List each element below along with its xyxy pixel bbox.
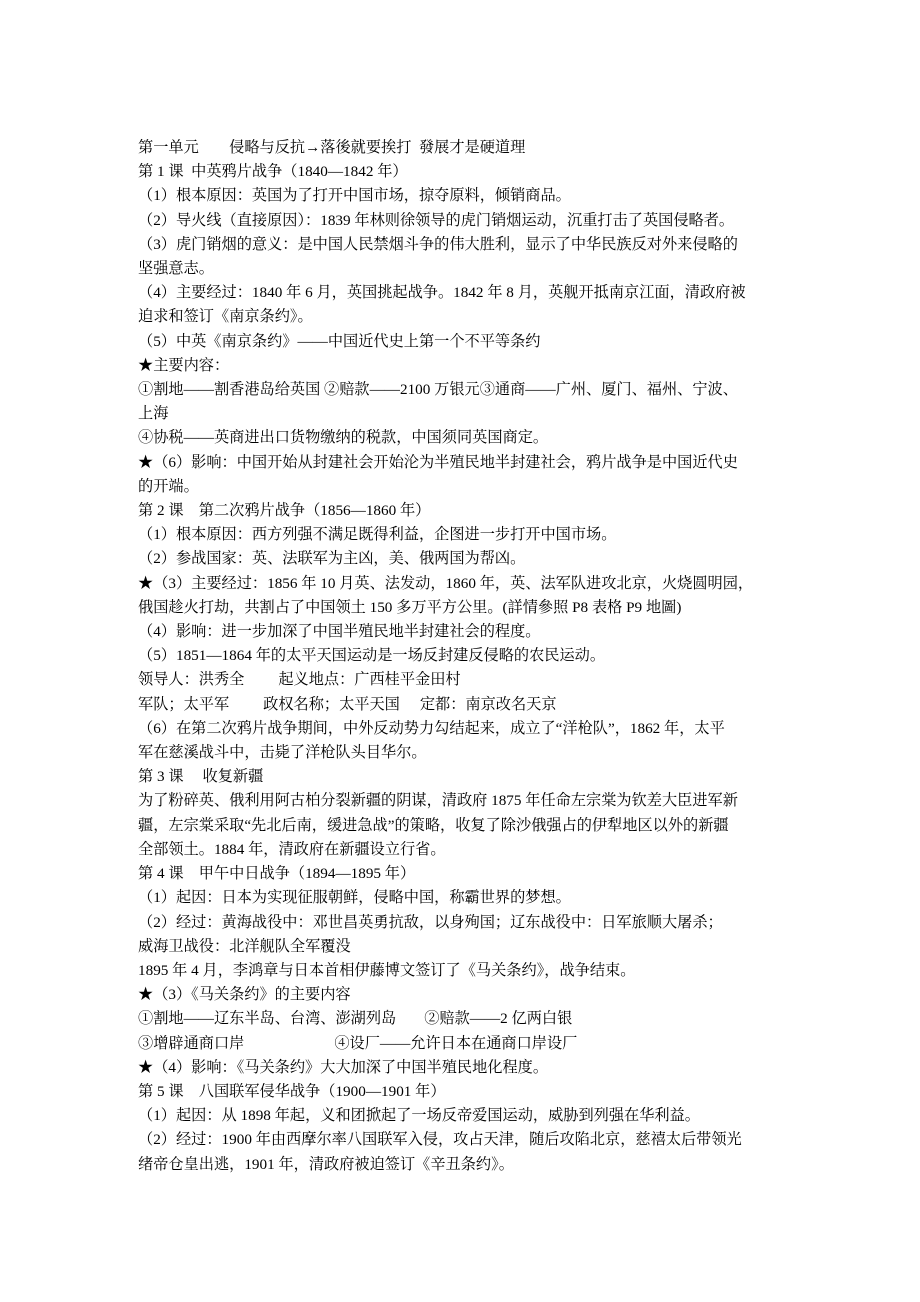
text-line: 俄国趁火打劫，共割占了中国领土 150 多万平方公里。(詳情參照 P8 表格 P9 地圖) [138, 598, 682, 616]
lesson-3-heading: 第 3 课 收复新疆 [138, 768, 264, 786]
lesson-2-heading: 第 2 课 第二次鸦片战争（1856—1860 年） [138, 502, 431, 520]
text-line: （2）经过：黄海战役中：邓世昌英勇抗敌，以身殉国；辽东战役中：日军旅顺大屠杀； [138, 913, 723, 931]
treaty-item-1: ①割地——辽东半岛、台湾、澎湖列岛 [138, 1010, 397, 1028]
text-line: （2）导火线（直接原因）：1839 年林则徐领导的虎门销烟运动，沉重打击了英国侵略者。 [138, 211, 735, 229]
taiping-row-2 [138, 693, 838, 717]
text-line: （2）经过：1900 年由西摩尔率八国联军入侵，攻占天津，随后攻陷北京，慈禧太后带领光 [138, 1131, 742, 1149]
text-line: 上海 [138, 405, 169, 423]
text-line: （1）起因：从 1898 年起，义和团掀起了一场反帝爱国运动，威胁到列强在华利益。 [138, 1107, 700, 1125]
text-line: （4）主要经过：1840 年 6 月，英国挑起战争。1842 年 8 月，英舰开抵南京江面，清政府被 [138, 284, 746, 302]
taiping-leader: 领导人：洪秀全 [138, 671, 245, 689]
text-line: 全部领土。1884 年，清政府在新疆设立行省。 [138, 840, 446, 858]
text-line: 威海卫战役：北洋舰队全军覆没 [138, 937, 351, 955]
treaty-item-2: ②赔款——2 亿两白银 [424, 1010, 573, 1028]
lesson-4-heading: 第 4 课 甲午中日战争（1894—1895 年） [138, 865, 416, 883]
text-line: ①割地——割香港岛给英国 ②赔款——2100 万银元③通商——广州、厦门、福州、宁波、 [138, 381, 738, 399]
text-line: ★（3）主要经过：1856 年 10 月英、法发动，1860 年，英、法军队进攻北京，火烧圆明园， [138, 574, 754, 592]
text-line: （6）在第二次鸦片战争期间，中外反动势力勾结起来，成立了“洋枪队”，1862 年，太平 [138, 719, 725, 737]
text-line: ④协税——英商进出口货物缴纳的税款，中国须同英国商定。 [138, 429, 549, 447]
text-line: ★（6）影响：中国开始从封建社会开始沦为半殖民地半封建社会，鸦片战争是中国近代史 [138, 453, 738, 471]
text-line: 疆，左宗棠采取“先北后南，缓进急战”的策略，收复了除沙俄强占的伊犁地区以外的新疆 [138, 816, 729, 834]
treaty-row-2 [138, 1032, 838, 1056]
text-line: （1）根本原因：英国为了打开中国市场，掠夺原料，倾销商品。 [138, 187, 571, 205]
text-line: 军在慈溪战斗中，击毙了洋枪队头目华尔。 [138, 744, 427, 762]
taiping-origin: 起义地点：广西桂平金田村 [278, 671, 461, 689]
taiping-army: 军队；太平军 [138, 695, 230, 713]
text-line: （4）影响：进一步加深了中国半殖民地半封建社会的程度。 [138, 623, 541, 641]
taiping-row-1 [138, 668, 838, 692]
text-line: （2）参战国家：英、法联军为主凶，美、俄两国为帮凶。 [138, 550, 526, 568]
treaty-item-4: ④设厂——允许日本在通商口岸设厂 [334, 1034, 578, 1052]
lesson-1-heading: 第 1 课 中英鸦片战争（1840—1842 年） [138, 163, 408, 181]
text-line: ★（4）影响：《马关条约》大大加深了中国半殖民地化程度。 [138, 1058, 549, 1076]
text-line: 坚强意志。 [138, 260, 214, 278]
document-body [138, 136, 838, 1177]
text-line: ★（3）《马关条约》的主要内容 [138, 986, 351, 1004]
text-line: 的开端。 [138, 477, 199, 495]
text-line: （1）起因：日本为实现征服朝鲜，侵略中国，称霸世界的梦想。 [138, 889, 571, 907]
text-line: 为了粉碎英、俄利用阿古柏分裂新疆的阴谋，清政府 1875 年任命左宗棠为钦差大臣进军新 [138, 792, 738, 810]
unit-title: 第一单元 侵略与反抗→落後就要挨打 發展才是硬道理 [138, 139, 526, 156]
text-line: （5）中英《南京条约》——中国近代史上第一个不平等条约 [138, 332, 541, 350]
taiping-capital: 定都：南京改名天京 [419, 695, 557, 713]
text-line: （1）根本原因：西方列强不满足既得利益，企图进一步打开中国市场。 [138, 526, 617, 544]
text-line: （5）1851—1864 年的太平天国运动是一场反封建反侵略的农民运动。 [138, 647, 606, 665]
text-line: 迫求和签订《南京条约》。 [138, 308, 313, 326]
text-line: （3）虎门销烟的意义：是中国人民禁烟斗争的伟大胜利，显示了中华民族反对外来侵略的 [138, 235, 738, 253]
text-line: 1895 年 4 月，李鸿章与日本首相伊藤博文签订了《马关条约》，战争结束。 [138, 961, 636, 979]
taiping-regime: 政权名称；太平天国 [263, 695, 400, 713]
lesson-5-heading: 第 5 课 八国联军侵华战争（1900—1901 年） [138, 1082, 446, 1100]
treaty-item-3: ③增辟通商口岸 [138, 1034, 245, 1052]
text-line: ★主要内容： [138, 356, 230, 374]
text-line: 绪帝仓皇出逃，1901 年，清政府被迫签订《辛丑条约》。 [138, 1155, 514, 1173]
treaty-row-1 [138, 1007, 838, 1031]
